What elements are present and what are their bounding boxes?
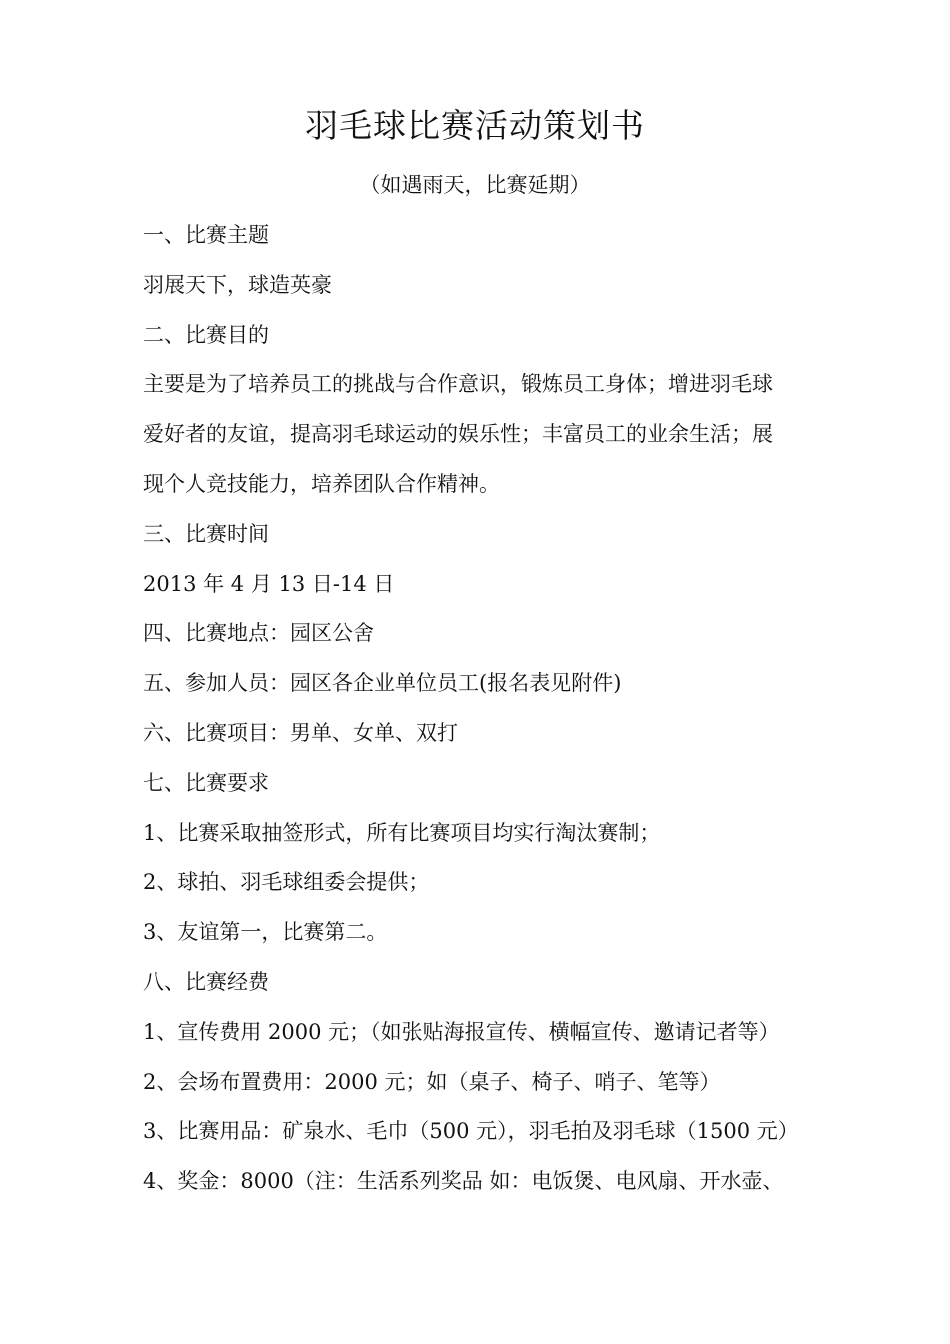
budget-item: 3、比赛用品：矿泉水、毛巾（500 元），羽毛拍及羽毛球（1500 元）: [143, 1119, 799, 1144]
theme-text: 羽展天下，球造英豪: [143, 272, 332, 297]
section-heading-budget: 八、比赛经费: [143, 969, 269, 994]
requirement-item: 2、球拍、羽毛球组委会提供；: [143, 870, 430, 895]
section-heading-requirements: 七、比赛要求: [143, 770, 269, 795]
section-heading-theme: 一、比赛主题: [143, 223, 269, 247]
section-events: 六、比赛项目：男单、女单、双打: [143, 720, 458, 745]
budget-item: 2、会场布置费用：2000 元；如（桌子、椅子、哨子、笔等）: [143, 1069, 721, 1094]
budget-item: 4、奖金：8000（注：生活系列奖品 如：电饭煲、电风扇、开水壶、: [143, 1169, 784, 1194]
section-location: 四、比赛地点：园区公舍: [143, 621, 374, 646]
document-body: [143, 215, 823, 1211]
requirement-item: 3、友谊第一，比赛第二。: [143, 920, 388, 945]
purpose-text-line: 爱好者的友谊，提高羽毛球运动的娱乐性；丰富员工的业余生活；展: [143, 422, 773, 447]
time-text: 2013 年 4 月 13 日-14 日: [143, 571, 395, 596]
section-heading-purpose: 二、比赛目的: [143, 322, 269, 347]
document-subtitle: （如遇雨天，比赛延期）: [359, 173, 591, 197]
budget-item: 1、宣传费用 2000 元；（如张贴海报宣传、横幅宣传、邀请记者等）: [143, 1019, 780, 1044]
purpose-text-line: 现个人竞技能力，培养团队合作精神。: [143, 471, 500, 496]
document-title: 羽毛球比赛活动策划书: [305, 106, 645, 145]
purpose-text-line: 主要是为了培养员工的挑战与合作意识，锻炼员工身体；增进羽毛球: [143, 372, 773, 397]
section-participants: 五、参加人员：园区各企业单位员工(报名表见附件): [143, 671, 622, 696]
requirement-item: 1、比赛采取抽签形式，所有比赛项目均实行淘汰赛制；: [143, 820, 661, 845]
section-heading-time: 三、比赛时间: [143, 521, 269, 546]
